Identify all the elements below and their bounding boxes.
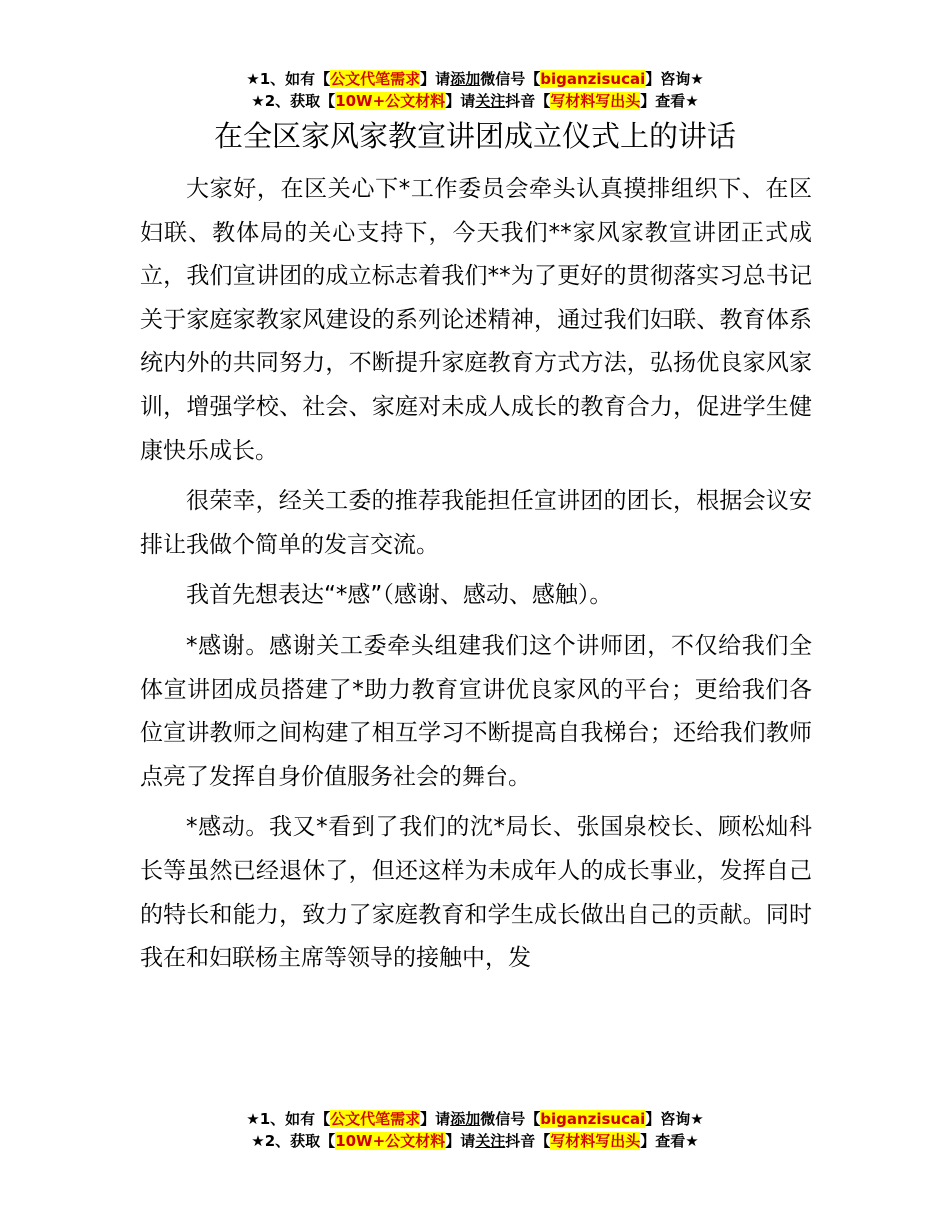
highlight-service: 公文代笔需求 <box>330 70 421 88</box>
banner-text: 抖音【 <box>505 1132 551 1150</box>
banner-text: 微信号【 <box>480 70 541 88</box>
document-title: 在全区家风家教宣讲团成立仪式上的讲话 <box>213 119 736 153</box>
highlight-wechat-id: biganzisucai <box>540 70 646 88</box>
banner-text: 】请 <box>420 70 451 88</box>
banner-text: ★1、如有【 <box>246 70 331 88</box>
highlight-materials: 10W+公文材料 <box>335 1132 446 1150</box>
banner-text: 】请 <box>445 1132 476 1150</box>
banner-text: ★2、获取【 <box>251 1132 336 1150</box>
footer-banner <box>0 1108 950 1152</box>
paragraph: *感动。我又*看到了我们的沈*局长、张国泉校长、顾松灿科长等虽然已经退休了，但还这样为未成年人的成长事业，发挥自己的特长和能力，致力了家庭教育和学生成长做出自己的贡献。同时我在和妇联杨主席等领导的接触中，发 <box>140 814 812 972</box>
underlined-text: 添加 <box>450 70 481 88</box>
banner-line-1 <box>0 1108 950 1130</box>
paragraph: 大家好，在区关心下*工作委员会牵头认真摸排组织下、在区妇联、教体局的关心支持下，今天我们**家风家教宣讲团正式成立，我们宣讲团的成立标志着我们**为了更好的贯彻落实习总书记关于家庭家教家风建设的系列论述精神，通过我们妇联、教育体系统内外的共同努力，不断提升家庭教育方式方法，弘扬优良家风家训，增强学校、社会、家庭对未成人成长的教育合力，促进学生健康快乐成长。 <box>140 176 812 464</box>
banner-text: 】请 <box>420 1110 451 1128</box>
banner-text: 】请 <box>445 92 476 110</box>
banner-text: 】咨询★ <box>645 1110 704 1128</box>
highlight-douyin-account: 写材料写出头 <box>550 92 641 110</box>
banner-text: 】查看★ <box>640 1132 699 1150</box>
paragraph: 很荣幸，经关工委的推荐我能担任宣讲团的团长，根据会议安排让我做个简单的发言交流。 <box>140 488 812 558</box>
highlight-materials: 10W+公文材料 <box>335 92 446 110</box>
banner-text: 】查看★ <box>640 92 699 110</box>
paragraph: *感谢。感谢关工委牵头组建我们这个讲师团，不仅给我们全体宣讲团成员搭建了*助力教育宣讲优良家风的平台；更给我们各位宣讲教师之间构建了相互学习不断提高自我梯台；还给我们教师点亮了发挥自身价值服务社会的舞台。 <box>140 632 812 790</box>
header-banner <box>0 68 950 112</box>
underlined-text: 添加 <box>450 1110 481 1128</box>
highlight-service: 公文代笔需求 <box>330 1110 421 1128</box>
paragraph: 我首先想表达“*感”（感谢、感动、感触）。 <box>186 582 613 609</box>
underlined-text: 关注 <box>475 92 506 110</box>
banner-line-1 <box>0 68 950 90</box>
banner-text: 微信号【 <box>480 1110 541 1128</box>
banner-line-2 <box>0 90 950 112</box>
banner-text: ★1、如有【 <box>246 1110 331 1128</box>
document-body <box>140 168 812 988</box>
banner-text: ★2、获取【 <box>251 92 336 110</box>
banner-text: 】咨询★ <box>645 70 704 88</box>
banner-line-2 <box>0 1130 950 1152</box>
highlight-wechat-id: biganzisucai <box>540 1110 646 1128</box>
highlight-douyin-account: 写材料写出头 <box>550 1132 641 1150</box>
underlined-text: 关注 <box>475 1132 506 1150</box>
banner-text: 抖音【 <box>505 92 551 110</box>
